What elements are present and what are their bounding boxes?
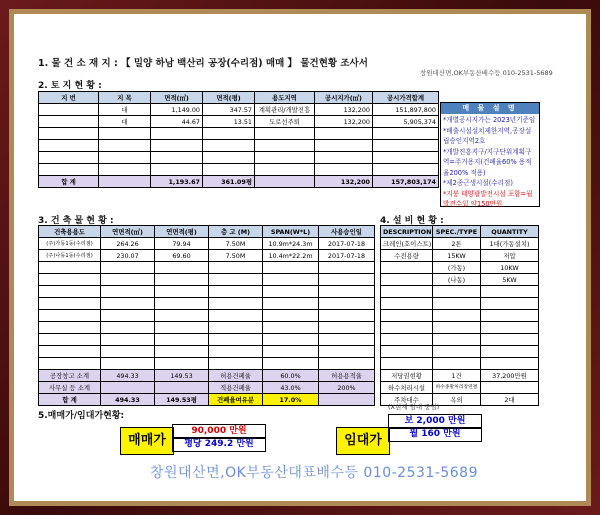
building-col-header: SPAN(W*L) [263,226,319,238]
building-cell [39,274,101,286]
building-cell [101,262,155,274]
equipment-cell [381,358,433,370]
building-cell: 264.26 [101,238,155,250]
building-cell [263,286,319,298]
land-row [39,128,439,140]
equipment-cell [481,346,539,358]
building-total-cell: 합 계 [39,394,101,406]
equipment-col-header: QUANTITY [481,226,539,238]
rent-deposit: 보 2,000 만원 [388,414,482,429]
building-row [39,274,375,286]
land-total-cell: 361.09평 [203,176,255,188]
equipment-cell [481,358,539,370]
equipment-summary-cell: 1건 [433,370,481,382]
land-cell: 1,149.00 [151,104,203,116]
equipment-cell: (가동) [433,262,481,274]
building-cell [39,334,101,346]
equipment-cell: 1대(가동설치) [481,238,539,250]
building-cell [101,310,155,322]
equipment-summary-cell: 주차대수 [381,394,433,406]
building-cell [39,286,101,298]
land-cell [373,140,439,152]
building-cell [101,298,155,310]
building-table [38,225,375,406]
land-cell: 도로선주퇴 [255,116,315,128]
building-cell [39,310,101,322]
equipment-summary-cell: 저당권현황 [381,370,433,382]
land-cell: 13.51 [203,116,255,128]
building-office-subtotal-cell [155,382,209,394]
land-cell [315,128,373,140]
land-cell: 132,200 [315,104,373,116]
land-cell [315,140,373,152]
building-total-cell: 17.0% [263,394,319,406]
land-row [39,164,439,176]
land-row [39,152,439,164]
building-cell [319,298,375,310]
land-cell: 대 [99,104,151,116]
building-cell [319,334,375,346]
building-cell [319,286,375,298]
land-cell [39,104,99,116]
equipment-row [381,262,539,274]
building-row [39,346,375,358]
land-cell: 347.57 [203,104,255,116]
land-total-cell: 합 계 [39,176,99,188]
land-total-cell [99,176,151,188]
equipment-cell: 크레인(호이스트) [381,238,433,250]
building-cell [209,358,263,370]
rent-monthly: 월 160 만원 [388,427,482,442]
building-factory-subtotal-cell: 허용용적율 [319,370,375,382]
building-factory-subtotal-cell: 60.0% [263,370,319,382]
land-cell [203,164,255,176]
land-cell [39,116,99,128]
description-line-highlight: *지붕 태양광발전시설 포함=월발전수입 약150만원 [443,189,533,208]
building-cell [155,286,209,298]
building-cell: 7.50M [209,238,263,250]
land-cell [151,164,203,176]
land-cell: 계획관리/개발진흥 [255,104,315,116]
equipment-cell: 저압 [481,250,539,262]
land-cell [39,152,99,164]
equipment-cell [381,346,433,358]
equipment-cell [381,298,433,310]
land-cell [373,164,439,176]
building-cell [155,310,209,322]
property-description-box [440,102,540,207]
building-total-row [39,394,375,406]
equipment-row [381,274,539,286]
land-cell [151,152,203,164]
equipment-summary-cell: 옥외 [433,394,481,406]
land-cell [373,152,439,164]
building-cell [319,310,375,322]
equipment-table [380,225,539,406]
equipment-cell: 10KW [481,262,539,274]
equipment-cell [381,310,433,322]
equipment-cell [433,358,481,370]
building-row [39,262,375,274]
building-cell: 10.9m*24.3m [263,238,319,250]
building-cell [155,334,209,346]
equipment-cell [381,322,433,334]
land-cell [99,140,151,152]
building-total-cell: 494.33 [101,394,155,406]
building-cell [209,298,263,310]
watermark-contact: 창원대산면,OK부동산대표배수등 010-2531-5689 [150,465,478,481]
equipment-row [381,238,539,250]
sale-price-label: 매매가 [120,427,174,455]
building-cell [155,262,209,274]
building-row [39,358,375,370]
description-line: *개발진흥지구/지구단위계획구역=주거용지(건폐율60% 용적율200% 적용) [443,147,532,177]
equipment-col-header: SPEC./TYPE [433,226,481,238]
land-col-header: 지 목 [99,92,151,104]
building-cell [263,298,319,310]
land-cell [255,128,315,140]
equipment-summary-cell: 2대 [481,394,539,406]
land-total-cell: 157,803,174 [373,176,439,188]
land-total-cell [255,176,315,188]
description-text [441,114,539,211]
rent-price-label: 임대가 [336,427,390,455]
land-cell [39,164,99,176]
building-cell [263,310,319,322]
equipment-summary-cell: 37,200만원 [481,370,539,382]
equipment-cell [381,274,433,286]
price-section-title: 5.매매가/임대가현황: [38,411,125,421]
equipment-row [381,358,539,370]
building-factory-subtotal-cell: 허용건폐율 [209,370,263,382]
land-cell [203,152,255,164]
building-office-subtotal-cell: 사무실 등 소계 [39,382,101,394]
equipment-row [381,298,539,310]
building-cell: 69.60 [155,250,209,262]
building-cell [319,322,375,334]
land-cell [151,128,203,140]
equipment-summary-row [381,382,539,394]
building-row [39,238,375,250]
building-section-title: 3. 건 축 물 현 황 : [38,216,114,226]
building-cell: 7.50M [209,250,263,262]
building-cell: (주)나동1동(수리점) [39,250,101,262]
equipment-cell [433,334,481,346]
equipment-cell: 15KW [433,250,481,262]
building-office-subtotal-cell: 43.0% [263,382,319,394]
rent-note: (X현재 임대 중임) [388,403,440,411]
building-cell [263,262,319,274]
building-cell [155,298,209,310]
building-cell [39,346,101,358]
building-cell [209,322,263,334]
equipment-summary-cell: 하수종말처리장연결 [433,382,481,394]
building-cell: 2017-07-18 [319,238,375,250]
equipment-cell [481,322,539,334]
building-cell: 2017-07-18 [319,250,375,262]
land-cell [203,128,255,140]
building-cell [155,322,209,334]
land-col-header: 용도지역 [255,92,315,104]
building-col-header: 층 고 (M) [209,226,263,238]
equipment-cell: 2톤 [433,238,481,250]
land-cell [203,140,255,152]
equipment-col-header: DESCRIPTION [381,226,433,238]
building-row [39,310,375,322]
building-total-cell [319,394,375,406]
equipment-cell [481,286,539,298]
land-total-cell: 132,200 [315,176,373,188]
land-cell [99,128,151,140]
building-cell [263,346,319,358]
equipment-cell [481,334,539,346]
building-row [39,250,375,262]
building-factory-subtotal-cell: 공장창고 소계 [39,370,101,382]
building-col-header: 연면적(평) [155,226,209,238]
building-cell [101,346,155,358]
building-cell [155,346,209,358]
building-cell [101,286,155,298]
land-total-row [39,176,439,188]
land-col-header: 지 번 [39,92,99,104]
equipment-cell: 5KW [481,274,539,286]
equipment-cell: 수전용량 [381,250,433,262]
equipment-row [381,322,539,334]
building-cell [319,358,375,370]
building-office-subtotal-cell [101,382,155,394]
building-cell: 230.07 [101,250,155,262]
equipment-summary-cell [481,382,539,394]
land-cell: 44.67 [151,116,203,128]
building-cell [209,274,263,286]
equipment-row [381,250,539,262]
description-line: *개별공시지가는 2023년기준임 [443,116,536,124]
equipment-cell [481,310,539,322]
building-cell [209,286,263,298]
land-cell: 151,897,800 [373,104,439,116]
land-cell [255,152,315,164]
building-cell [319,346,375,358]
building-cell [263,274,319,286]
building-row [39,322,375,334]
land-cell: 132,200 [315,116,373,128]
equipment-cell [433,310,481,322]
description-header: 매 물 설 명 [441,103,539,114]
building-cell [39,322,101,334]
land-cell [255,140,315,152]
building-cell [263,322,319,334]
building-cell: 79.94 [155,238,209,250]
land-cell: 5,905,374 [373,116,439,128]
building-factory-subtotal-row [39,370,375,382]
equipment-row [381,286,539,298]
land-section-title: 2. 토 지 현 황 : [38,81,102,91]
sale-price-value: 90,000 만원 [172,424,266,439]
equipment-cell: (나동) [433,274,481,286]
building-office-subtotal-row [39,382,375,394]
building-cell [155,358,209,370]
building-cell [155,274,209,286]
land-col-header: 면적(평) [203,92,255,104]
equipment-cell [433,286,481,298]
equipment-cell [381,286,433,298]
equipment-cell [381,334,433,346]
land-col-header: 공시지가(㎡) [315,92,373,104]
building-total-cell: 건폐율여유분 [209,394,263,406]
equipment-summary-row [381,370,539,382]
equipment-cell [433,322,481,334]
land-row [39,116,439,128]
building-cell [101,334,155,346]
building-total-cell: 149.53평 [155,394,209,406]
equipment-cell [433,298,481,310]
equipment-row [381,346,539,358]
land-cell: 대 [99,116,151,128]
land-cell [255,164,315,176]
building-cell [209,310,263,322]
building-row [39,298,375,310]
building-cell [101,274,155,286]
equipment-row [381,334,539,346]
land-row [39,104,439,116]
description-line: *제2종근생시설(수리점) [443,179,513,187]
equipment-cell [381,262,433,274]
building-cell [209,334,263,346]
equipment-cell [433,346,481,358]
building-cell [319,262,375,274]
land-cell [39,140,99,152]
land-col-header: 공시가격합계 [373,92,439,104]
land-cell [315,164,373,176]
building-row [39,334,375,346]
land-cell [315,152,373,164]
land-table [38,91,439,188]
building-col-header: 사용승인일 [319,226,375,238]
building-cell [39,298,101,310]
building-row [39,286,375,298]
building-factory-subtotal-cell: 149.53 [155,370,209,382]
land-cell [99,164,151,176]
land-total-cell: 1,193.67 [151,176,203,188]
building-office-subtotal-cell: 적용건폐율 [209,382,263,394]
building-cell [101,358,155,370]
building-cell [209,346,263,358]
equipment-summary-cell: 하수처리시설 [381,382,433,394]
building-cell [263,358,319,370]
building-factory-subtotal-cell: 494.33 [101,370,155,382]
sale-price-per-pyeong: 평당 249.2 만원 [172,437,266,452]
equipment-cell [481,298,539,310]
building-cell: (주)가동1동(수리점) [39,238,101,250]
property-title: 1. 물 건 소 재 지 : 【 밀양 하남 백산리 공장(수리점) 매매 】 물건현황 조사서 [38,58,368,69]
building-cell [319,274,375,286]
land-cell [99,152,151,164]
agent-contact: 창원대산면,OK부동산배수등 010-2531-5689 [420,69,553,77]
equipment-row [381,310,539,322]
land-cell [373,128,439,140]
building-office-subtotal-cell: 200% [319,382,375,394]
building-col-header: 연면적(㎡) [101,226,155,238]
building-cell [263,334,319,346]
land-cell [39,128,99,140]
land-cell [151,140,203,152]
equipment-section-title: 4. 설 비 현 황 : [380,216,444,226]
building-cell [39,358,101,370]
land-col-header: 면적(㎡) [151,92,203,104]
building-cell: 10.4m*22.2m [263,250,319,262]
building-col-header: 건축용용도 [39,226,101,238]
building-cell [101,322,155,334]
building-cell [39,262,101,274]
building-cell [209,262,263,274]
description-line: *배출시설설치제한지역,공장설립승인지역2호 [443,126,532,145]
land-row [39,140,439,152]
